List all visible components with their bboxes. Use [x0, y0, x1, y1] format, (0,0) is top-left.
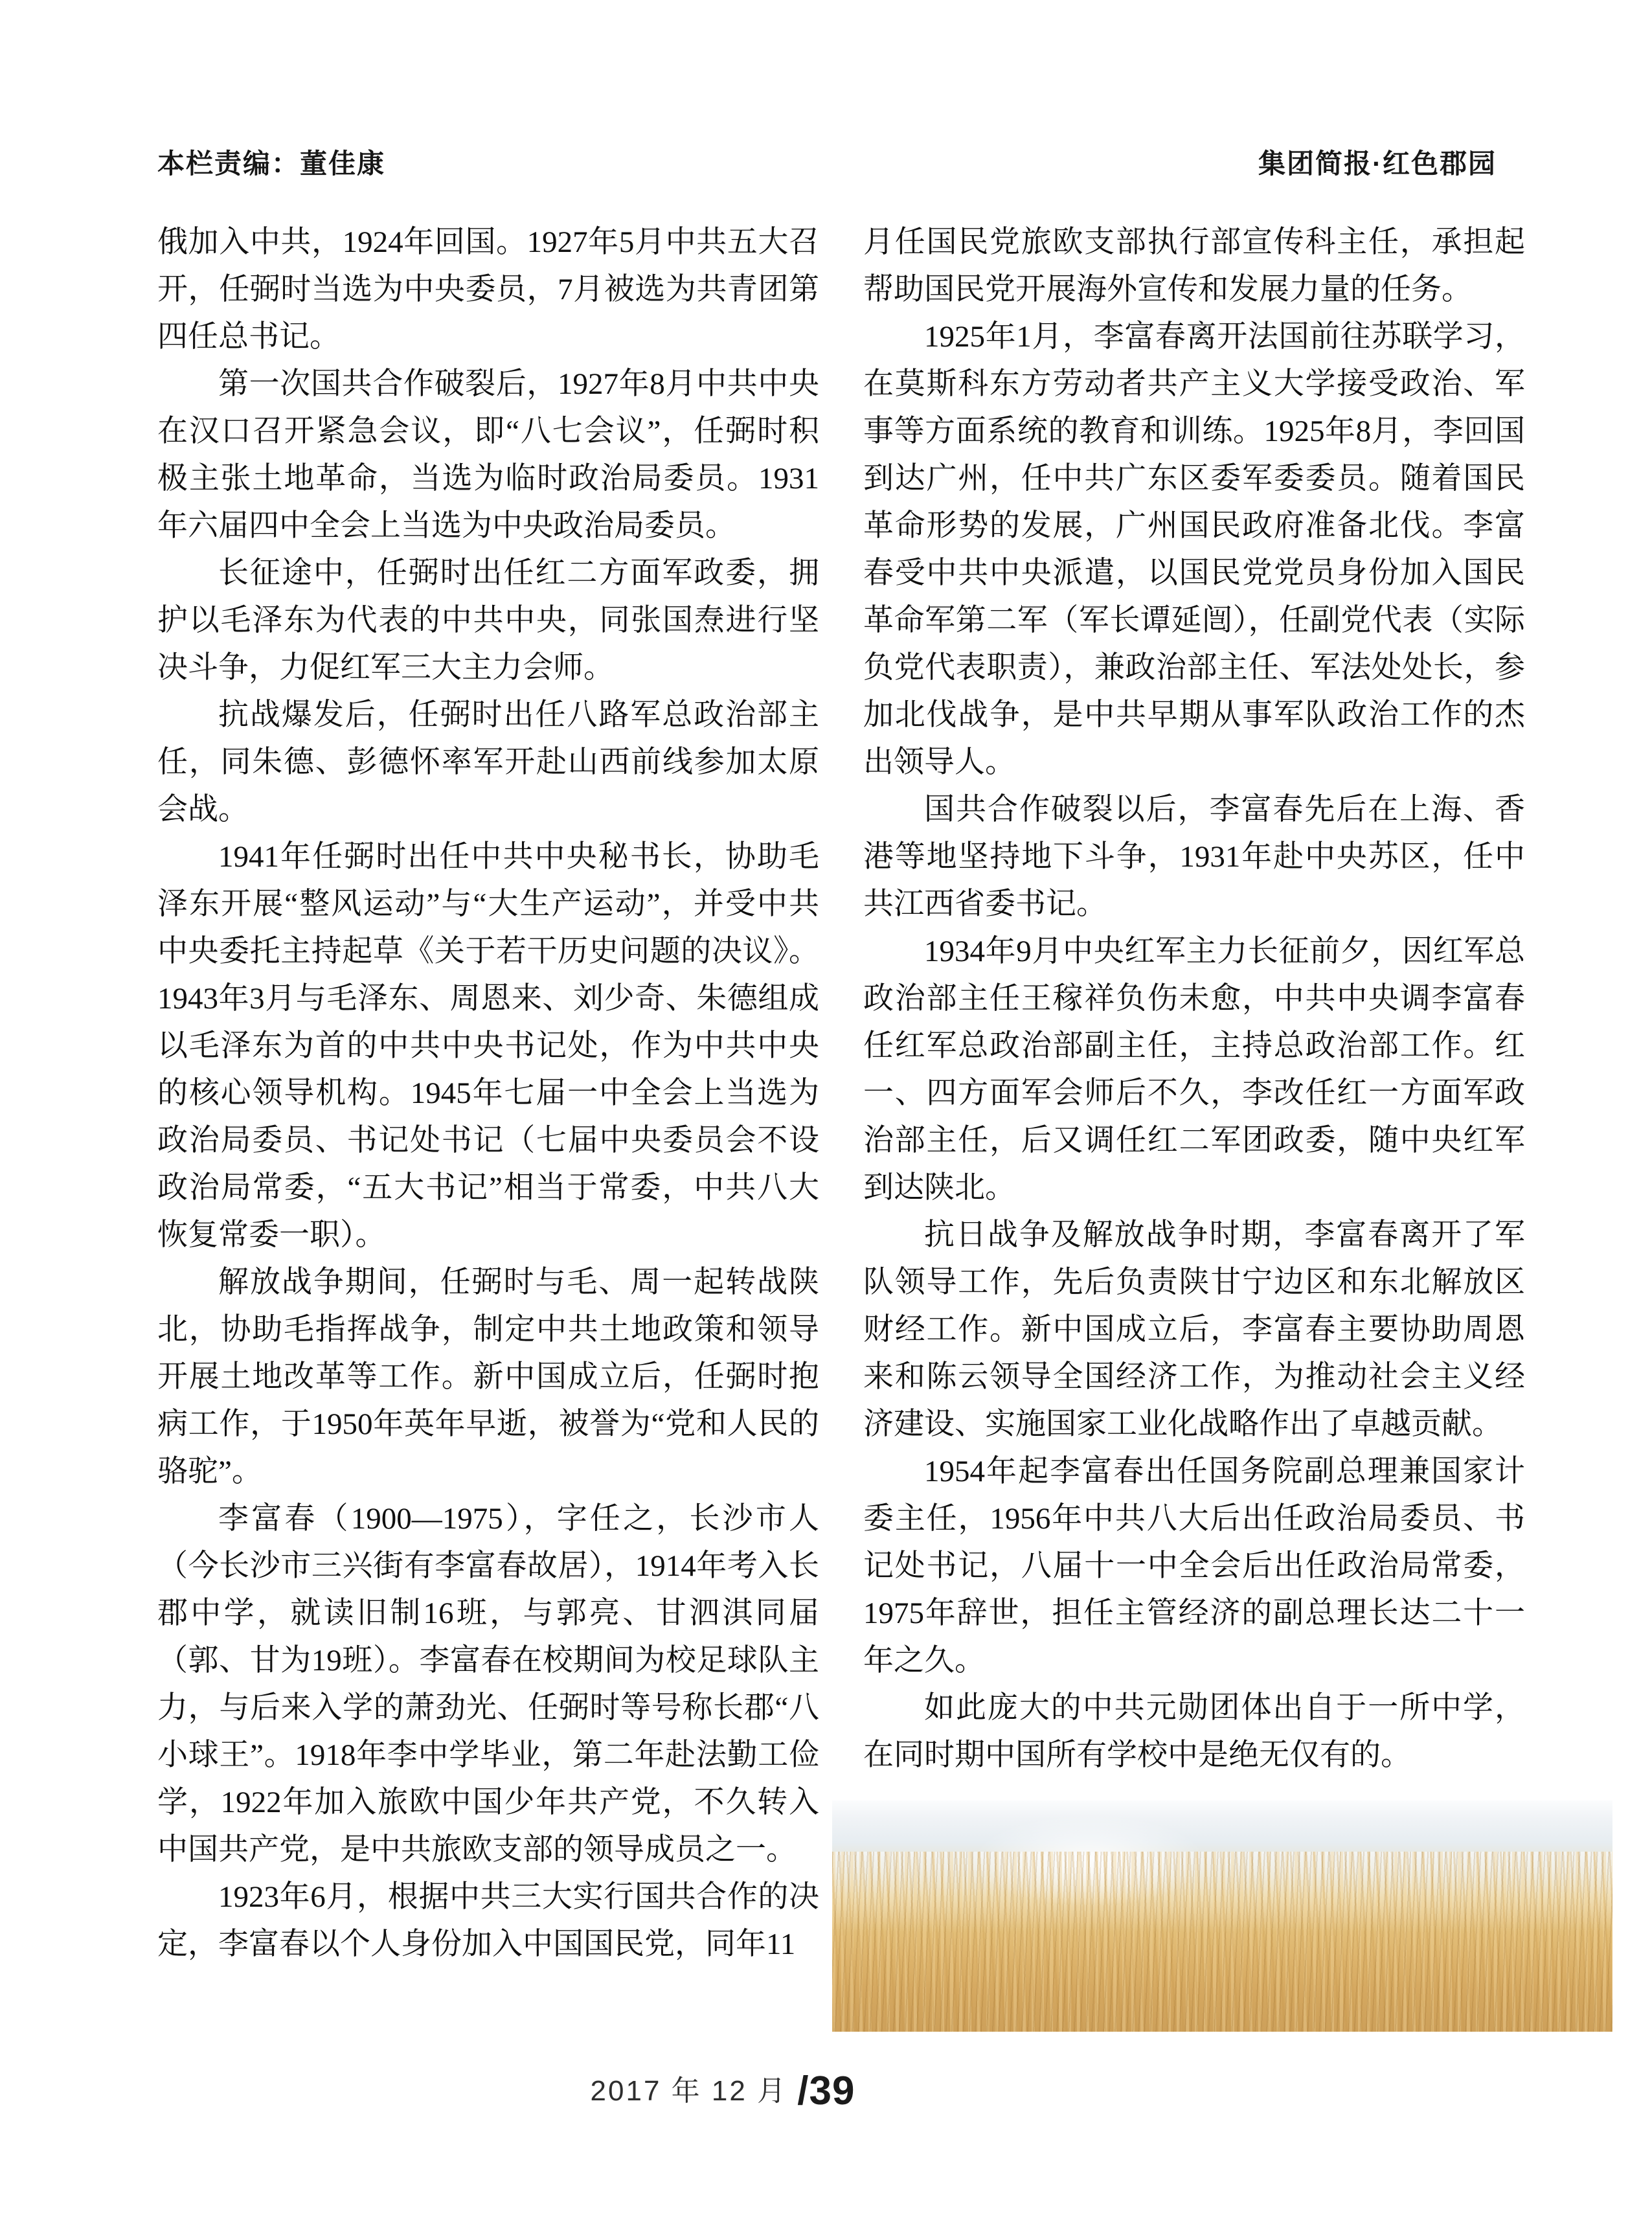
paragraph: 抗战爆发后，任弼时出任八路军总政治部主任，同朱德、彭德怀率军开赴山西前线参加太原会战。	[157, 698, 819, 826]
header-editor-credit: 本栏责编：董佳康	[157, 148, 386, 179]
paragraph: 1941年任弼时出任中共中央秘书长，协助毛泽东开展“整风运动”与“大生产运动”，并受中共中央委托主持起草《关于若干历史问题的决议》。1943年3月与毛泽东、周恩来、刘少奇、朱德组成以毛泽东为首的中共中央书记处，作为中共中央的核心领导机构。1945年七届一中全会上当选为政治局委员、书记处书记（七届中央委员会不设政治局常委，“五大书记”相当于常委，中共八大恢复常委一职）。	[157, 840, 819, 1252]
paragraph: 如此庞大的中共元勋团体出自于一所中学，在同时期中国所有学校中是绝无仅有的。	[863, 1691, 1525, 1772]
paragraph: 1923年6月，根据中共三大实行国共合作的决定，李富春以个人身份加入中国国民党，同年11	[157, 1880, 819, 1961]
paragraph: 俄加入中共，1924年回国。1927年5月中共五大召开，任弼时当选为中央委员，7月被选为共青团第四任总书记。	[157, 225, 819, 354]
wheat-field-photo	[832, 1800, 1612, 2032]
paragraph: 1934年9月中央红军主力长征前夕，因红军总政治部主任王稼祥负伤未愈，中共中央调李富春任红军总政治部副主任，主持总政治部工作。红一、四方面军会师后不久，李改任红一方面军政治部主任，后又调任红二军团政委，随中央红军到达陕北。	[863, 935, 1525, 1205]
paragraph: 抗日战争及解放战争时期，李富春离开了军队领导工作，先后负责陕甘宁边区和东北解放区财经工作。新中国成立后，李富春主要协助周恩来和陈云领导全国经济工作，为推动社会主义经济建设、实施国家工业化战略作出了卓越贡献。	[863, 1218, 1525, 1441]
paragraph: 月任国民党旅欧支部执行部宣传科主任，承担起帮助国民党开展海外宣传和发展力量的任务。	[863, 225, 1525, 306]
page-footer	[0, 2067, 1445, 2114]
footer-page-number: /39	[797, 2069, 855, 2113]
paragraph: 1925年1月，李富春离开法国前往苏联学习，在莫斯科东方劳动者共产主义大学接受政治、军事等方面系统的教育和训练。1925年8月，李回国到达广州，任中共广东区委军委委员。随着国民革命形势的发展，广州国民政府准备北伐。李富春受中共中央派遣，以国民党党员身份加入国民革命军第二军（军长谭延闿），任副党代表（实际负党代表职责），兼政治部主任、军法处处长，参加北伐战争，是中共早期从事军队政治工作的杰出领导人。	[863, 320, 1525, 779]
footer-date: 2017 年 12 月	[590, 2075, 798, 2107]
photo-wheat-stalks	[832, 1852, 1612, 2032]
paragraph: 国共合作破裂以后，李富春先后在上海、香港等地坚持地下斗争，1931年赴中央苏区，任中共江西省委书记。	[863, 793, 1525, 921]
left-column	[157, 219, 819, 1968]
right-column	[863, 219, 1525, 1779]
paragraph: 1954年起李富春出任国务院副总理兼国家计委主任，1956年中共八大后出任政治局委员、书记处书记，八届十一中全会后出任政治局常委，1975年辞世，担任主管经济的副总理长达二十一年之久。	[863, 1455, 1525, 1677]
paragraph: 第一次国共合作破裂后，1927年8月中共中央在汉口召开紧急会议，即“八七会议”，任弼时积极主张土地革命，当选为临时政治局委员。1931年六届四中全会上当选为中央政治局委员。	[157, 367, 819, 543]
paragraph: 李富春（1900—1975），字任之，长沙市人（今长沙市三兴街有李富春故居），1914年考入长郡中学，就读旧制16班，与郭亮、甘泗淇同届（郭、甘为19班）。李富春在校期间为校足球队主力，与后来入学的萧劲光、任弼时等号称长郡“八小球王”。1918年李中学毕业，第二年赴法勤工俭学，1922年加入旅欧中国少年共产党，不久转入中国共产党，是中共旅欧支部的领导成员之一。	[157, 1502, 819, 1867]
header-section-title: 集团简报·红色郡园	[1258, 148, 1497, 179]
paragraph: 长征途中，任弼时出任红二方面军政委，拥护以毛泽东为代表的中共中央，同张国焘进行坚决斗争，力促红军三大主力会师。	[157, 556, 819, 685]
paragraph: 解放战争期间，任弼时与毛、周一起转战陕北，协助毛指挥战争，制定中共土地政策和领导开展土地改革等工作。新中国成立后，任弼时抱病工作，于1950年英年早逝，被誉为“党和人民的骆驼”。	[157, 1266, 819, 1488]
